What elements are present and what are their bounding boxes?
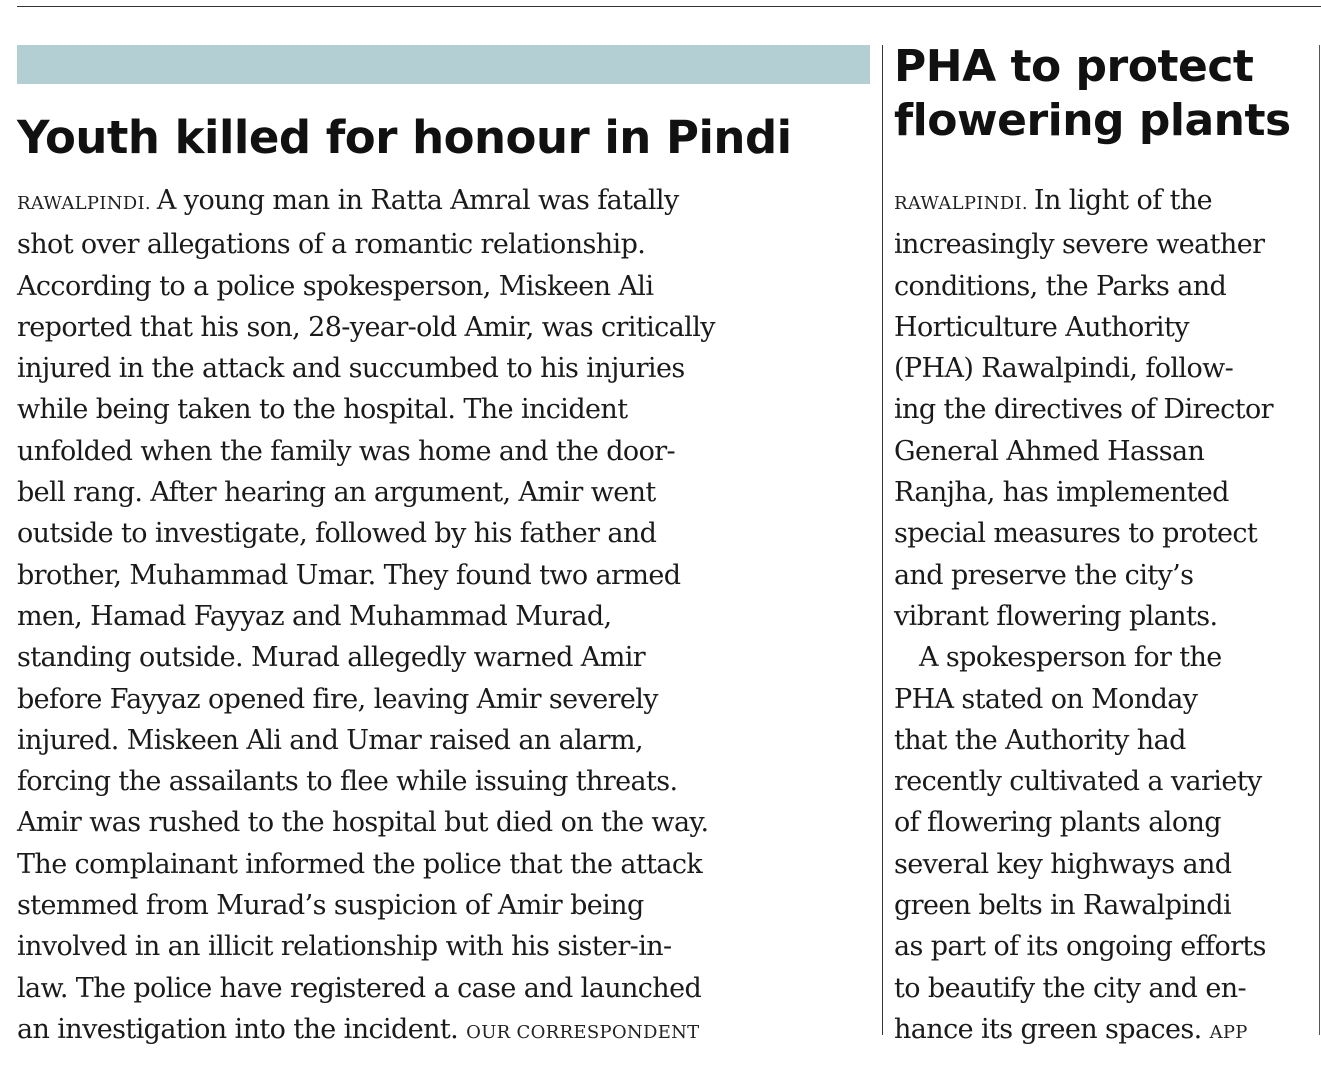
right-article-line: of flowering plants along xyxy=(894,807,1221,839)
right-article-line: RAWALPINDI. In light of the xyxy=(894,185,1212,216)
top-rule xyxy=(17,6,1321,7)
left-article-line: unfolded when the family was home and the door- xyxy=(17,435,676,467)
left-article-line: shot over allegations of a romantic relationship. xyxy=(17,229,646,261)
right-article-line: (PHA) Rawalpindi, follow- xyxy=(894,353,1234,385)
left-article-line: outside to investigate, followed by his father and xyxy=(17,518,657,550)
left-article-line: law. The police have registered a case and launched xyxy=(17,972,702,1004)
right-article-line: vibrant flowering plants. xyxy=(894,600,1218,632)
right-article-line: conditions, the Parks and xyxy=(894,270,1227,302)
left-article-credit: OUR CORRESPONDENT xyxy=(466,1021,700,1043)
right-article-line: A spokesperson for the xyxy=(919,642,1222,674)
left-article-line: injured. Miskeen Ali and Umar raised an alarm, xyxy=(17,724,643,756)
right-article-line: that the Authority had xyxy=(894,724,1186,756)
right-article-line: to beautify the city and en- xyxy=(894,972,1247,1004)
right-article-line: hance its green spaces. APP xyxy=(894,1013,1248,1045)
right-article-line: green belts in Rawalpindi xyxy=(894,890,1232,922)
accent-bar xyxy=(17,45,870,84)
left-article-line: forcing the assailants to flee while issuing threats. xyxy=(17,766,678,798)
right-article-line: Ranjha, has implemented xyxy=(894,477,1229,509)
right-article-line: and preserve the city’s xyxy=(894,559,1194,591)
right-article-line: ing the directives of Director xyxy=(894,394,1273,426)
right-article-line: Horticulture Authority xyxy=(894,311,1189,343)
right-article-line: special measures to protect xyxy=(894,518,1258,550)
left-article-body xyxy=(17,180,877,1053)
left-article-line: RAWALPINDI. A young man in Ratta Amral was fatally xyxy=(17,185,679,216)
right-article-line: General Ahmed Hassan xyxy=(894,435,1205,467)
left-article-line: bell rang. After hearing an argument, Amir went xyxy=(17,477,656,509)
left-article-line: Amir was rushed to the hospital but died on the way. xyxy=(17,807,709,839)
left-article-line: injured in the attack and succumbed to his injuries xyxy=(17,353,685,385)
left-article-line: The complainant informed the police that the attack xyxy=(17,848,703,880)
left-article-headline: Youth killed for honour in Pindi xyxy=(17,111,792,164)
left-article-line: According to a police spokesperson, Miskeen Ali xyxy=(17,270,654,302)
left-article-line: reported that his son, 28-year-old Amir, was critically xyxy=(17,311,715,343)
right-article-dateline: RAWALPINDI. xyxy=(894,193,1028,214)
right-edge-rule xyxy=(1319,45,1320,1035)
right-article-line: recently cultivated a variety xyxy=(894,766,1262,798)
left-article-dateline: RAWALPINDI. xyxy=(17,193,151,214)
left-article-line: while being taken to the hospital. The incident xyxy=(17,394,628,426)
left-article-line: an investigation into the incident. OUR CORRESPONDENT xyxy=(17,1013,700,1045)
left-article-line: standing outside. Murad allegedly warned Amir xyxy=(17,642,646,674)
left-article-line: before Fayyaz opened fire, leaving Amir severely xyxy=(17,683,658,715)
column-divider xyxy=(882,45,883,1035)
left-article-line: stemmed from Murad’s suspicion of Amir being xyxy=(17,890,644,922)
right-article-line: as part of its ongoing efforts xyxy=(894,931,1266,963)
right-article-credit: APP xyxy=(1209,1021,1248,1043)
left-article-line: involved in an illicit relationship with his sister-in- xyxy=(17,931,672,963)
right-article-headline: PHA to protect flowering plants xyxy=(894,41,1291,146)
right-article-body xyxy=(894,180,1316,1053)
right-article-line: several key highways and xyxy=(894,848,1232,880)
left-article-line: men, Hamad Fayyaz and Muhammad Murad, xyxy=(17,600,612,632)
left-article-line: brother, Muhammad Umar. They found two armed xyxy=(17,559,681,591)
right-article-line: increasingly severe weather xyxy=(894,229,1265,261)
right-article-line: PHA stated on Monday xyxy=(894,683,1198,715)
